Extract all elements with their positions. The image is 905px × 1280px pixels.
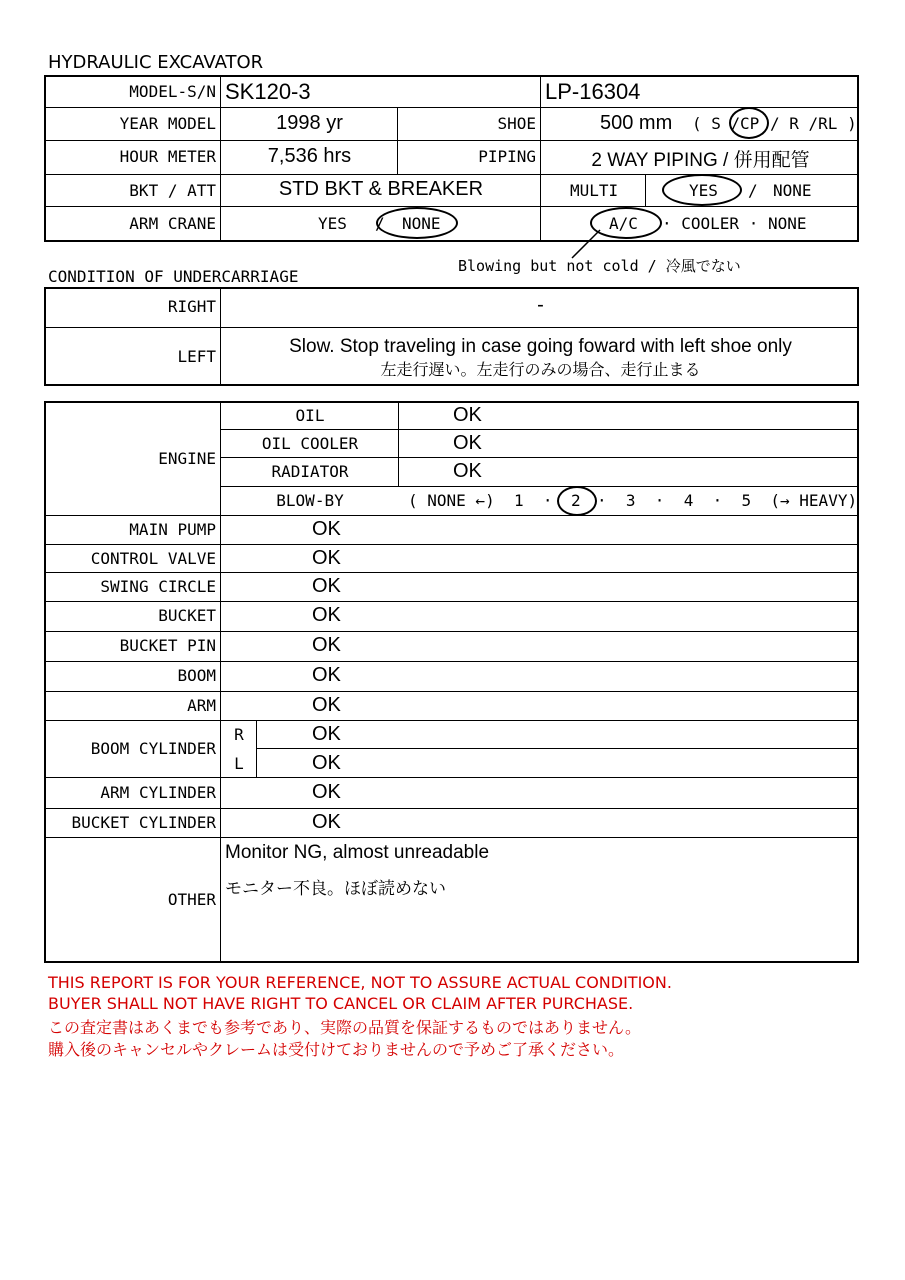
engine-blowby-label: BLOW-BY [276,491,344,510]
engine-label: ENGINE [158,449,216,468]
serial-value: LP-16304 [545,79,641,104]
other-label: OTHER [167,890,216,909]
arm-crane-yes: YES [318,214,347,233]
model-value: SK120-3 [225,79,311,104]
arm-value: OK [312,694,341,716]
arm-crane-none-selected-circle [376,207,458,239]
shoe-option-rest: / R /RL ) [770,114,857,133]
main-pump-label: MAIN PUMP [129,520,216,539]
hour-meter-label: HOUR METER [119,147,216,166]
multi-slash: / [748,181,758,200]
piping-value: 2 WAY PIPING / 併用配管 [591,150,810,171]
engine-radiator-value: OK [453,460,482,482]
right-label: RIGHT [167,297,216,316]
bkt-att-value: STD BKT & BREAKER [278,178,484,200]
engine-oil-label: OIL [295,406,325,425]
bucket-cylinder-label: BUCKET CYLINDER [71,813,216,832]
multi-label: MULTI [570,181,619,200]
multi-yes: YES [689,181,718,200]
shoe-option-s: ( S / [692,114,741,133]
left-label: LEFT [177,347,216,366]
piping-label: PIPING [478,147,536,166]
ac-note: Blowing but not cold / 冷風でない [458,257,741,275]
shoe-cp-selected-circle [729,107,769,139]
undercarriage-title: CONDITION OF UNDERCARRIAGE [48,267,299,286]
ac-options-rest: · COOLER · NONE [662,214,807,233]
boom-cylinder-label: BOOM CYLINDER [90,739,216,758]
ac-option: A/C [609,214,638,233]
boom-value: OK [312,664,341,686]
other-note-ja: モニター不良。ほぼ読めない [225,879,446,899]
arm-cylinder-label: ARM CYLINDER [100,783,216,802]
main-pump-value: OK [312,518,341,540]
disclaimer-line-2: BUYER SHALL NOT HAVE RIGHT TO CANCEL OR CLAIM AFTER PURCHASE. [48,994,634,1013]
engine-radiator-label: RADIATOR [271,462,349,481]
bucket-value: OK [312,604,341,626]
shoe-value: 500 mm [600,112,673,134]
engine-oil-value: OK [453,404,482,426]
hours-value: 7,536 hrs [267,145,352,167]
disclaimer-line-3: この査定書はあくまでも参考であり、実際の品質を保証するものではありません。 [48,1018,641,1037]
multi-yes-selected-circle [662,174,742,206]
shoe-option-cp: CP [740,114,760,133]
arm-crane-label: ARM CRANE [129,214,216,233]
right-value: - [537,294,544,316]
bucket-pin-label: BUCKET PIN [119,636,216,655]
swing-circle-value: OK [312,575,341,597]
bkt-att-label: BKT / ATT [129,181,216,200]
boom-cylinder-l-label: L [234,754,244,773]
disclaimer-line-4: 購入後のキャンセルやクレームは受付けておりませんので予めご了承ください。 [48,1040,625,1059]
disclaimer-line-1: THIS REPORT IS FOR YOUR REFERENCE, NOT TO ASSURE ACTUAL CONDITION. [48,973,672,992]
shoe-label: SHOE [497,114,536,133]
boom-cylinder-r-value: OK [312,723,341,745]
year-model-label: YEAR MODEL [119,114,216,133]
boom-cylinder-l-value: OK [312,752,341,774]
blowby-scale-right: · 3 · 4 · 5 (→ HEAVY) [597,491,858,510]
control-valve-value: OK [312,547,341,569]
model-sn-label: MODEL-S/N [129,82,216,101]
boom-cylinder-r-label: R [234,725,244,744]
bucket-cylinder-value: OK [312,811,341,833]
arm-label: ARM [187,696,216,715]
blowby-scale-left: ( NONE ←) 1 · [408,491,553,510]
left-value-en: Slow. Stop traveling in case going foward with left shoe only [289,336,792,357]
control-valve-label: CONTROL VALVE [90,549,216,568]
engine-oil-cooler-label: OIL COOLER [261,434,359,453]
document-title: HYDRAULIC EXCAVATOR [48,52,264,73]
blowby-selected-circle [557,486,597,516]
arm-crane-none: NONE [402,214,441,233]
left-value-ja: 左走行遅い。左走行のみの場合、走行止まる [380,360,701,379]
engine-oil-cooler-value: OK [453,432,482,454]
multi-none: NONE [773,181,812,200]
boom-label: BOOM [177,666,216,685]
year-value: 1998 yr [276,112,343,134]
bucket-pin-value: OK [312,634,341,656]
arm-crane-slash: / [375,214,385,233]
swing-circle-label: SWING CIRCLE [100,577,216,596]
arm-cylinder-value: OK [312,781,341,803]
bucket-label: BUCKET [158,606,216,625]
other-note-en: Monitor NG, almost unreadable [225,842,490,863]
blowby-selected: 2 [571,491,581,510]
